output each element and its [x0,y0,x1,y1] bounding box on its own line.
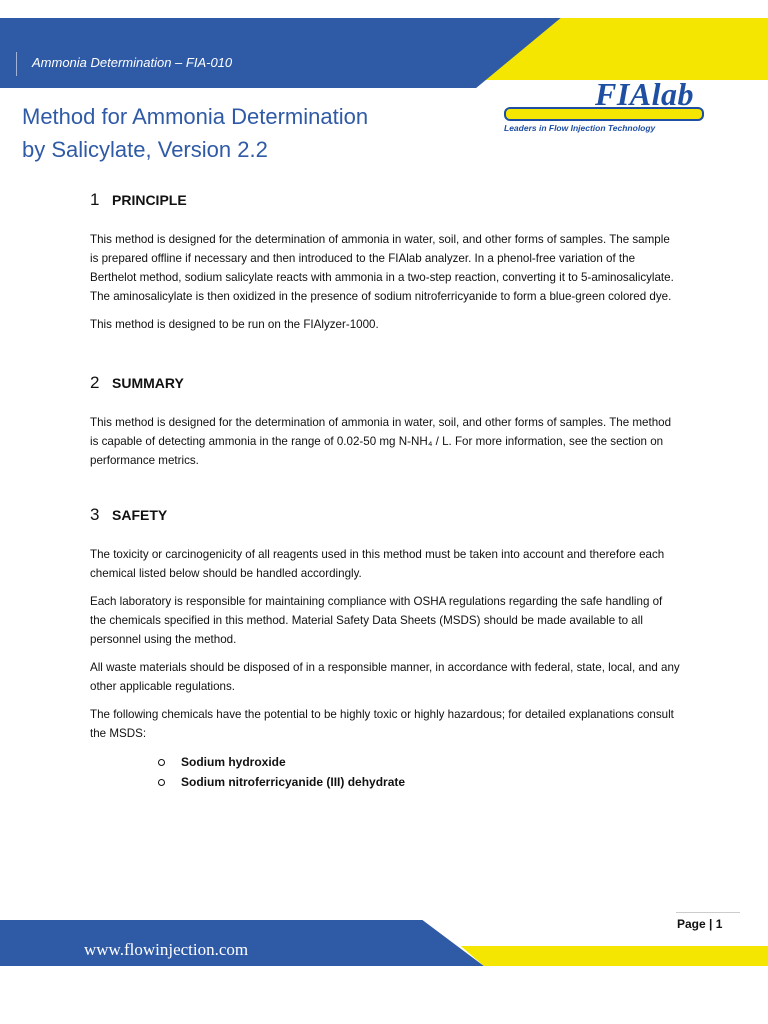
paragraph: Each laboratory is responsible for maintaining compliance with OSHA regulations regarding the safe handling of the chemicals specified in this method. Material Safety Data Sheets (MSDS) should be made available to all personnel using the method. [90,595,663,646]
paragraph: This method is designed to be run on the FIAlyzer-1000. [90,318,379,331]
section-principle-heading [90,190,680,210]
chemical-name: Sodium nitroferricyanide (III) dehydrate [181,775,406,789]
paragraph: The following chemicals have the potential to be highly toxic or highly hazardous; for detailed explanations consult the MSDS: [90,708,674,740]
paragraph: This method is designed for the determination of ammonia in water, soil, and other forms of samples. The method is capable of detecting ammonia in the range of 0.02-50 mg N-NH₄ / L. For more information, see the section on performance metrics. [90,416,672,467]
header-divider [16,52,17,76]
paragraph: All waste materials should be disposed of in a responsible manner, in accordance with federal, state, local, and any other applicable regulations. [90,661,680,693]
footer-url-link[interactable]: www.flowinjection.com [84,940,249,959]
section-title: SUMMARY [112,375,184,391]
logo-name: FIAlab [594,76,694,112]
logo-tagline: Leaders in Flow Injection Technology [504,123,656,133]
bullet-icon [158,759,165,766]
bullet-icon [158,779,165,786]
section-title: SAFETY [112,507,168,523]
section-number: 1 [90,190,100,209]
chemical-name: Sodium hydroxide [181,755,286,769]
page-number: Page | 1 [677,917,723,931]
header-doc-id: Ammonia Determination – FIA-010 [32,55,233,70]
title-line-2: by Salicylate, Version 2.2 [22,137,268,162]
title-line-1: Method for Ammonia Determination [22,104,369,129]
section-safety-heading [90,505,680,525]
paragraph: The toxicity or carcinogenicity of all reagents used in this method must be taken into account and therefore each chemical listed below should be handled accordingly. [90,548,665,580]
section-number: 2 [90,373,100,392]
page-number-rule [676,912,740,913]
list-item [158,772,680,792]
section-title: PRINCIPLE [112,192,187,208]
chemical-list [158,752,680,792]
list-item [158,752,680,772]
page-title [22,100,452,166]
section-summary-heading [90,373,680,393]
paragraph: This method is designed for the determination of ammonia in water, soil, and other forms of samples. The sample is prepared offline if necessary and then introduced to the FIAlab analyzer. In a phenol-free variation of the Berthelot method, sodium salicylate reacts with ammonia in a two-step reaction, converting it to 5-aminosalicylate. The aminosalicylate is then oxidized in the presence of sodium nitroferricyanide to form a blue-green colored dye. [90,233,674,303]
section-number: 3 [90,505,100,524]
document-body [90,190,680,792]
fialab-logo [498,74,708,136]
